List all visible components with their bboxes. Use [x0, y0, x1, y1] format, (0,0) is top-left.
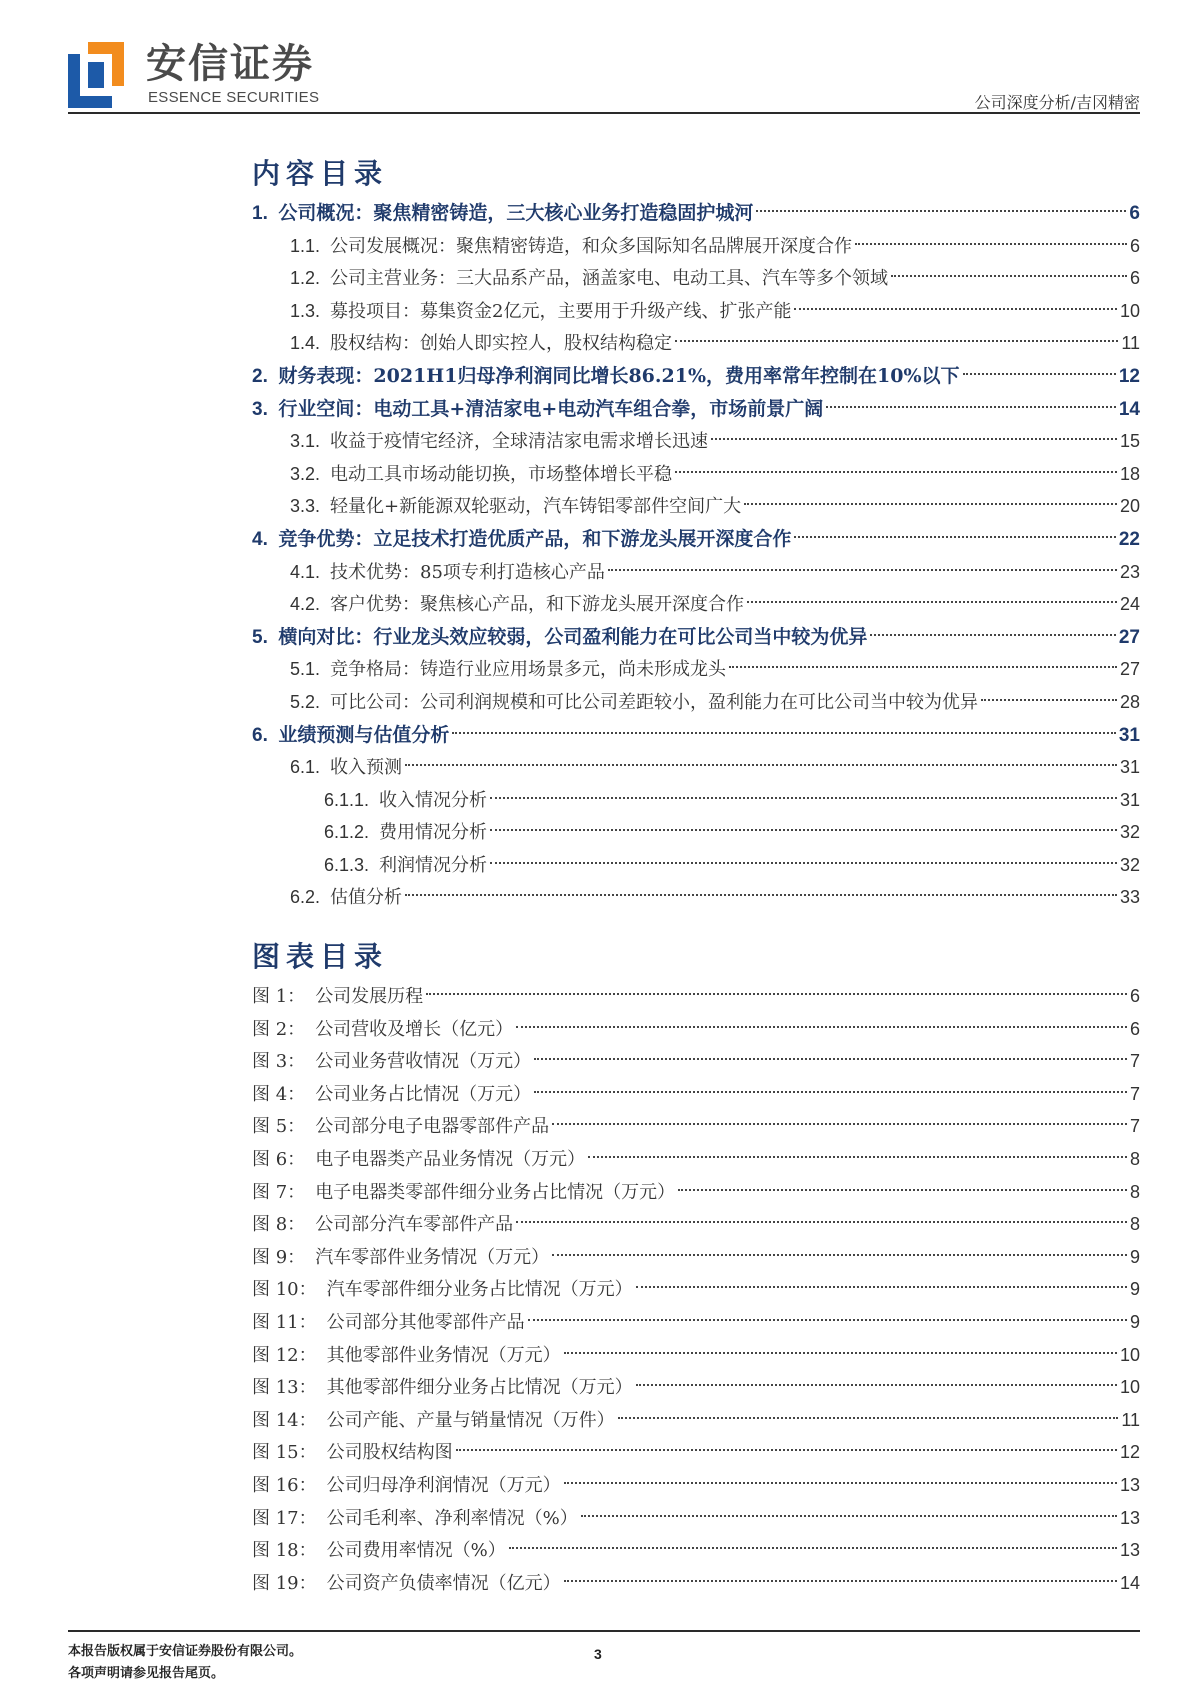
figure-entry[interactable]: [252, 1502, 1140, 1535]
page-number: 3: [594, 1646, 602, 1662]
figure-entry-text: 公司费用率情况（%）: [326, 1540, 506, 1562]
toc-entry-text: 公司发展概况：聚焦精密铸造，和众多国际知名品牌展开深度合作: [330, 235, 853, 257]
figure-entry-page: 13: [1119, 1474, 1140, 1495]
toc-entry-page: 10: [1119, 300, 1140, 321]
figure-entry-text: 公司产能、产量与销量情况（万件）: [326, 1409, 615, 1431]
dot-leader: [729, 666, 1117, 668]
figure-entry-number: 图 3：: [252, 1051, 306, 1073]
figure-entry-page: 13: [1119, 1507, 1140, 1528]
figure-entry-number: 图 13：: [252, 1377, 317, 1399]
toc-entry[interactable]: [252, 295, 1140, 328]
dot-leader: [490, 862, 1117, 864]
toc-entry-number: 5.2.: [290, 691, 321, 712]
toc-entry-number: 6.1.: [290, 757, 321, 778]
figure-entry-number: 图 8：: [252, 1214, 306, 1236]
toc-entry[interactable]: [252, 686, 1140, 719]
toc-entry-page: 31: [1119, 757, 1140, 778]
figure-entry[interactable]: [252, 1045, 1140, 1078]
toc-entry-page: 11: [1121, 333, 1140, 354]
toc-entry-number: 1.4.: [290, 333, 321, 354]
toc-entry[interactable]: [252, 490, 1140, 523]
toc-entry-text: 收入情况分析: [379, 789, 488, 811]
toc-entry[interactable]: [252, 588, 1140, 621]
dot-leader: [534, 1058, 1127, 1060]
figure-entry[interactable]: [252, 1208, 1140, 1241]
toc-entry-page: 18: [1119, 463, 1140, 484]
dot-leader: [711, 438, 1117, 440]
figure-entry-page: 12: [1119, 1442, 1140, 1463]
toc-entry-page: 6: [1129, 235, 1140, 256]
toc-entry[interactable]: [252, 556, 1140, 589]
figure-entry-text: 公司资产负债率情况（亿元）: [326, 1572, 561, 1594]
dot-leader: [678, 1189, 1127, 1191]
figure-entry[interactable]: [252, 1469, 1140, 1502]
figure-entry-page: 9: [1129, 1246, 1140, 1267]
figure-entry-number: 图 7：: [252, 1181, 306, 1203]
figure-entry-text: 电子电器类零部件细分业务占比情况（万元）: [315, 1181, 676, 1203]
toc-entry-page: 31: [1119, 789, 1140, 810]
toc-entry-number: 1.: [252, 203, 279, 224]
dot-leader: [588, 1156, 1127, 1158]
dot-leader: [744, 503, 1117, 505]
toc-entry[interactable]: [252, 425, 1140, 458]
page-header: [68, 40, 1140, 116]
toc-entry-number: 6.: [252, 724, 279, 746]
toc-entry[interactable]: [252, 360, 1140, 393]
dot-leader: [675, 471, 1117, 473]
toc-entry-text: 利润情况分析: [379, 854, 488, 876]
toc-entry[interactable]: [252, 849, 1140, 882]
figures-title: 图表目录: [252, 940, 389, 973]
toc-entry-text: 竞争优势：立足技术打造优质产品，和下游龙头展开深度合作: [278, 527, 792, 550]
toc-entry-number: 6.1.2.: [324, 822, 370, 843]
toc-entry[interactable]: [252, 621, 1140, 654]
figure-entry[interactable]: [252, 980, 1140, 1013]
figure-entry-number: 图 16：: [252, 1474, 317, 1496]
figure-entry[interactable]: [252, 1241, 1140, 1274]
toc-entry-text: 公司概况：聚焦精密铸造，三大核心业务打造稳固护城河: [278, 202, 754, 224]
figure-entry-page: 9: [1129, 1311, 1140, 1332]
figure-entry[interactable]: [252, 1436, 1140, 1469]
figure-entry-page: 13: [1119, 1540, 1140, 1561]
footer-divider: [68, 1630, 1140, 1632]
toc-entry-number: 2.: [252, 365, 279, 387]
dot-leader: [516, 1221, 1127, 1223]
figure-entry[interactable]: [252, 1176, 1140, 1209]
dot-leader: [426, 993, 1127, 995]
dot-leader: [636, 1384, 1117, 1386]
toc-entry-page: 31: [1118, 724, 1140, 746]
dot-leader: [963, 373, 1116, 375]
figure-entry-text: 公司归母净利润情况（万元）: [326, 1474, 561, 1496]
toc-entry-text: 募投项目：募集资金2亿元，主要用于升级产线、扩张产能: [330, 300, 792, 322]
toc-entry-text: 技术优势：85项专利打造核心产品: [330, 561, 605, 583]
figure-entry-page: 7: [1129, 1083, 1140, 1104]
figure-entry[interactable]: [252, 1273, 1140, 1306]
figure-entry-number: 图 4：: [252, 1083, 306, 1105]
dot-leader: [891, 275, 1127, 277]
figure-entry-text: 汽车零部件业务情况（万元）: [315, 1246, 550, 1268]
toc-entry-number: 1.1.: [290, 235, 321, 256]
toc-entry-number: 6.1.1.: [324, 789, 370, 810]
dot-leader: [516, 1026, 1127, 1028]
dot-leader: [855, 243, 1127, 245]
figure-entry[interactable]: [252, 1339, 1140, 1372]
dot-leader: [456, 1449, 1117, 1451]
footer-copyright: 本报告版权属于安信证券股份有限公司。: [68, 1644, 303, 1659]
footer-notice: 各项声明请参见报告尾页。: [68, 1666, 225, 1681]
figure-entry[interactable]: [252, 1404, 1140, 1437]
toc-entry-page: 15: [1119, 431, 1140, 452]
figure-entry[interactable]: [252, 1567, 1140, 1600]
toc-entry-page: 32: [1119, 822, 1140, 843]
toc-entry-number: 6.2.: [290, 887, 321, 908]
toc-title: 内容目录: [252, 157, 389, 190]
figure-entry-page: 8: [1129, 1181, 1140, 1202]
figure-entry-number: 图 17：: [252, 1507, 317, 1529]
toc-entry-page: 23: [1119, 561, 1140, 582]
figure-entry-text: 公司部分其他零部件产品: [326, 1311, 525, 1333]
dot-leader: [564, 1352, 1117, 1354]
figure-entry-text: 公司营收及增长（亿元）: [315, 1018, 514, 1040]
figure-entry-number: 图 19：: [252, 1572, 317, 1594]
figure-entry-number: 图 6：: [252, 1148, 306, 1170]
dot-leader: [405, 894, 1117, 896]
figure-entry-number: 图 1：: [252, 986, 306, 1007]
figure-entry-number: 图 2：: [252, 1018, 306, 1040]
figure-entry[interactable]: [252, 1110, 1140, 1143]
toc-entry-text: 财务表现：2021H1归母净利润同比增长86.21%，费用率常年控制在10%以下: [278, 364, 960, 387]
figure-entry-page: 10: [1119, 1377, 1140, 1398]
figure-entry-number: 图 15：: [252, 1442, 317, 1464]
dot-leader: [490, 829, 1117, 831]
dot-leader: [636, 1286, 1127, 1288]
figure-entry[interactable]: [252, 1534, 1140, 1567]
dot-leader: [581, 1515, 1117, 1517]
toc-entry-text: 客户优势：聚焦核心产品，和下游龙头展开深度合作: [330, 594, 745, 616]
figure-entry-page: 8: [1129, 1148, 1140, 1169]
toc-entry-number: 5.1.: [290, 659, 321, 680]
toc-entry[interactable]: [252, 230, 1140, 263]
dot-leader: [618, 1417, 1119, 1419]
dot-leader: [490, 797, 1117, 799]
toc-entry-text: 收益于疫情宅经济，全球清洁家电需求增长迅速: [330, 431, 709, 453]
logo-text-en: ESSENCE SECURITIES: [148, 89, 320, 106]
dot-leader: [794, 536, 1115, 538]
figure-entry-text: 其他零部件细分业务占比情况（万元）: [326, 1377, 633, 1399]
figure-entry[interactable]: [252, 1013, 1140, 1046]
toc-entry-text: 估值分析: [330, 887, 403, 909]
dot-leader: [405, 764, 1117, 766]
toc-entry-page: 32: [1119, 854, 1140, 875]
figure-entry-text: 公司部分汽车零部件产品: [315, 1214, 514, 1236]
figure-entry-number: 图 12：: [252, 1344, 317, 1366]
toc-entry-number: 4.1.: [290, 561, 321, 582]
figure-entry-page: 10: [1119, 1344, 1140, 1365]
toc-entry[interactable]: [252, 719, 1140, 752]
toc-entry-page: 28: [1119, 691, 1140, 712]
footer-disclaimer: [68, 1641, 302, 1685]
toc-entry-number: 3.3.: [290, 496, 321, 517]
dot-leader: [552, 1123, 1127, 1125]
dot-leader: [981, 699, 1117, 701]
dot-leader: [534, 1091, 1127, 1093]
toc-entry[interactable]: [252, 881, 1140, 914]
dot-leader: [756, 210, 1126, 212]
dot-leader: [564, 1482, 1117, 1484]
dot-leader: [826, 406, 1116, 408]
toc-entry-text: 竞争格局：铸造行业应用场景多元，尚未形成龙头: [330, 659, 727, 681]
figure-entry-page: 6: [1129, 1018, 1140, 1039]
toc-entry[interactable]: [252, 262, 1140, 295]
toc-entry-number: 3.1.: [290, 431, 321, 452]
figure-entry-text: 公司部分电子电器零部件产品: [315, 1116, 550, 1138]
figure-entry-number: 图 5：: [252, 1116, 306, 1138]
toc-entry-text: 收入预测: [330, 757, 403, 779]
toc-entry[interactable]: [252, 653, 1140, 686]
toc-entry[interactable]: [252, 197, 1140, 230]
figure-entry-text: 公司毛利率、净利率情况（%）: [326, 1507, 578, 1529]
toc-entry-text: 行业空间：电动工具+清洁家电+电动汽车组合拳，市场前景广阔: [278, 397, 824, 420]
figure-entry-number: 图 14：: [252, 1409, 317, 1431]
toc-entry-text: 公司主营业务：三大品系产品，涵盖家电、电动工具、汽车等多个领域: [330, 268, 889, 290]
toc-entry-page: 27: [1119, 659, 1140, 680]
toc-entry-number: 3.: [252, 398, 279, 420]
figure-entry-text: 其他零部件业务情况（万元）: [326, 1344, 561, 1366]
toc-entry-page: 27: [1118, 626, 1140, 648]
toc-list: [252, 197, 1140, 914]
toc-entry-page: 24: [1119, 594, 1140, 615]
toc-entry[interactable]: [252, 458, 1140, 491]
figure-entry-page: 7: [1129, 1116, 1140, 1137]
figure-entry-number: 图 18：: [252, 1540, 317, 1562]
toc-entry-number: 4.2.: [290, 594, 321, 615]
figure-entry-text: 公司业务占比情况（万元）: [315, 1083, 532, 1105]
figures-list: [252, 980, 1140, 1599]
figure-entry-page: 9: [1129, 1279, 1140, 1300]
toc-entry-page: 33: [1119, 887, 1140, 908]
logo-text-cn: 安信证券: [146, 41, 314, 87]
essence-logo-icon: [68, 42, 124, 108]
toc-entry[interactable]: [252, 327, 1140, 360]
dot-leader: [552, 1254, 1127, 1256]
toc-entry-page: 12: [1118, 365, 1140, 387]
figure-entry-page: 7: [1129, 1051, 1140, 1072]
dot-leader: [608, 569, 1117, 571]
dot-leader: [452, 732, 1115, 734]
toc-entry[interactable]: [252, 784, 1140, 817]
figure-entry-page: 6: [1129, 986, 1140, 1006]
toc-entry-number: 1.3.: [290, 300, 321, 321]
toc-entry-page: 6: [1129, 203, 1140, 224]
toc-entry[interactable]: [252, 816, 1140, 849]
figure-entry-number: 图 11：: [252, 1311, 317, 1333]
toc-entry[interactable]: [252, 393, 1140, 426]
toc-entry-number: 5.: [252, 626, 279, 648]
dot-leader: [564, 1580, 1117, 1582]
toc-entry-number: 4.: [252, 528, 279, 550]
figure-entry-text: 电子电器类产品业务情况（万元）: [315, 1148, 586, 1170]
figure-entry-number: 图 9：: [252, 1246, 306, 1268]
toc-entry-page: 20: [1119, 496, 1140, 517]
toc-entry-text: 横向对比：行业龙头效应较弱，公司盈利能力在可比公司当中较为优异: [278, 625, 868, 648]
toc-entry-number: 3.2.: [290, 463, 321, 484]
toc-entry[interactable]: [252, 751, 1140, 784]
toc-entry-text: 业绩预测与估值分析: [278, 723, 450, 746]
toc-entry-number: 1.2.: [290, 268, 321, 289]
dot-leader: [747, 601, 1117, 603]
figure-entry[interactable]: [252, 1306, 1140, 1339]
figure-entry-text: 公司业务营收情况（万元）: [315, 1051, 532, 1073]
toc-entry-text: 电动工具市场动能切换，市场整体增长平稳: [330, 463, 673, 485]
figure-entry[interactable]: [252, 1371, 1140, 1404]
dot-leader: [870, 634, 1115, 636]
dot-leader: [675, 340, 1118, 342]
figure-entry-page: 8: [1129, 1214, 1140, 1235]
toc-entry[interactable]: [252, 523, 1140, 556]
figure-entry[interactable]: [252, 1143, 1140, 1176]
figure-entry[interactable]: [252, 1078, 1140, 1111]
figure-entry-number: 图 10：: [252, 1279, 317, 1301]
figure-entry-text: 汽车零部件细分业务占比情况（万元）: [326, 1279, 633, 1301]
figure-entry-page: 14: [1119, 1572, 1140, 1593]
toc-entry-text: 轻量化+新能源双轮驱动，汽车铸铝零部件空间广大: [330, 496, 742, 518]
dot-leader: [509, 1547, 1117, 1549]
toc-entry-text: 股权结构：创始人即实控人，股权结构稳定: [330, 333, 673, 355]
toc-entry-page: 6: [1129, 268, 1140, 289]
toc-entry-page: 22: [1118, 528, 1140, 550]
report-type: 公司深度分析/吉冈精密: [974, 93, 1140, 112]
toc-entry-page: 14: [1118, 398, 1140, 420]
toc-entry-text: 可比公司：公司利润规模和可比公司差距较小，盈利能力在可比公司当中较为优异: [330, 691, 979, 713]
dot-leader: [794, 308, 1116, 310]
toc-entry-text: 费用情况分析: [379, 822, 488, 844]
figure-entry-page: 11: [1121, 1409, 1140, 1430]
figure-entry-text: 公司股权结构图: [326, 1442, 453, 1464]
figure-entry-text: 公司发展历程: [315, 986, 424, 1007]
dot-leader: [528, 1319, 1127, 1321]
header-divider: [68, 112, 1140, 114]
toc-entry-number: 6.1.3.: [324, 854, 370, 875]
